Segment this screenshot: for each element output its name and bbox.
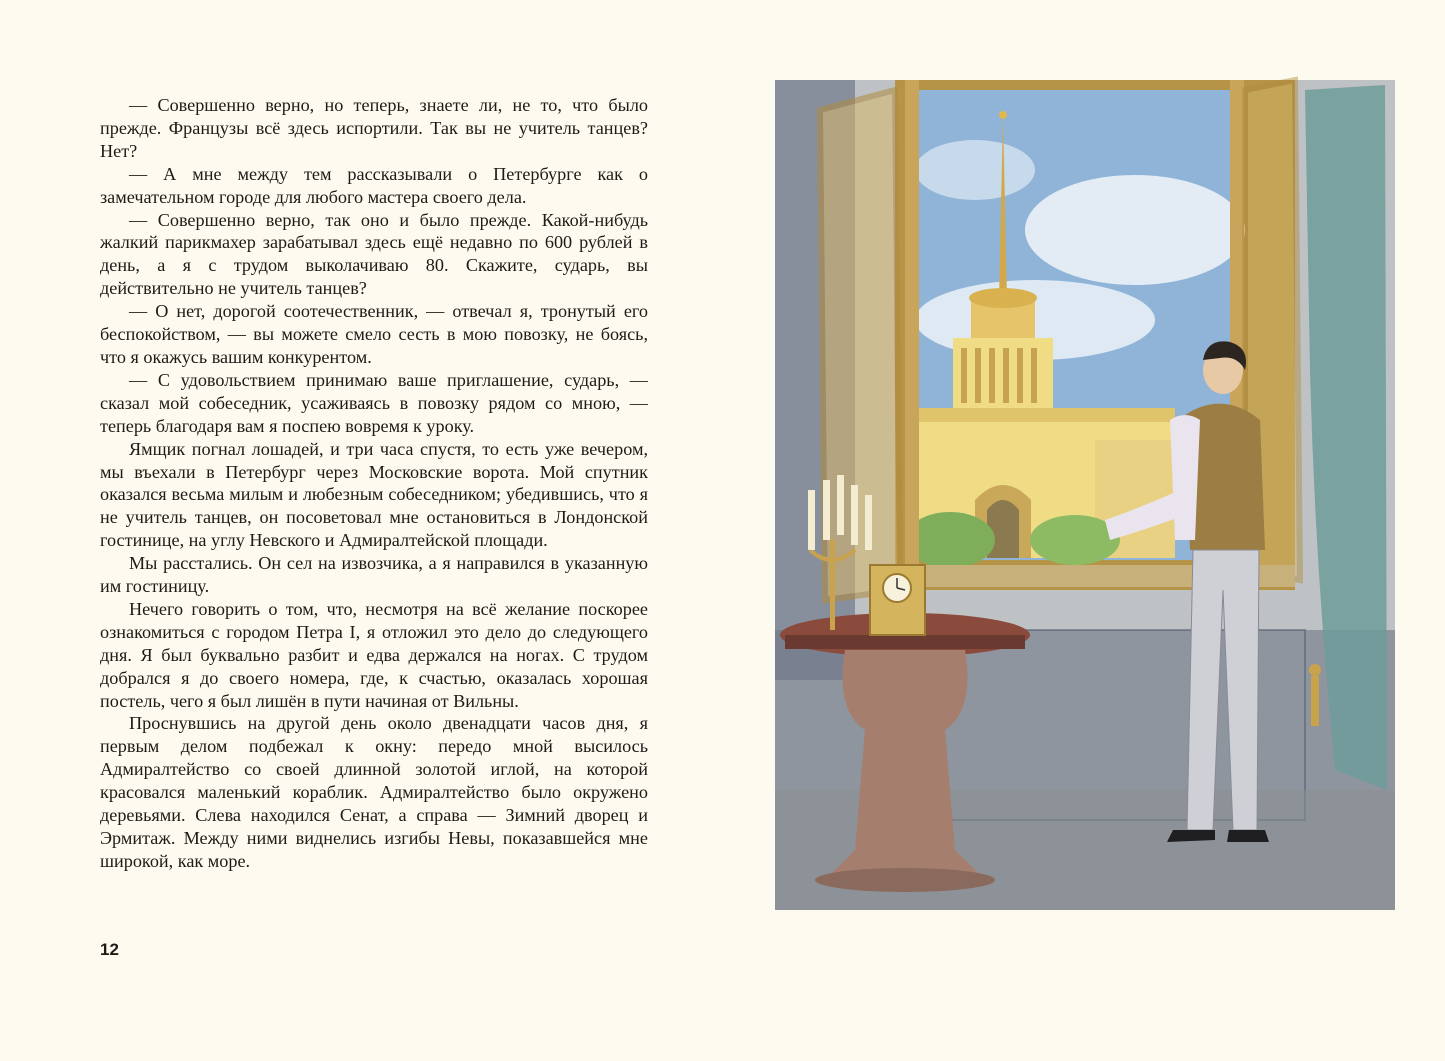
text-body <box>100 94 648 873</box>
paragraph: — Совершенно верно, так оно и было прежде. Какой-нибудь жалкий парикмахер зарабатывал здесь ещё недавно по 600 рублей в день, а я с трудом выколачиваю 80. Скажите, сударь, вы действительно не учитель танцев? <box>100 209 648 299</box>
paragraph: — Совершенно верно, но теперь, знаете ли, не то, что было прежде. Французы всё здесь испортили. Так вы не учитель танцев? Нет? <box>100 95 648 161</box>
paragraph: — О нет, дорогой соотечественник, — отвечал я, тронутый его беспокойством, — вы можете смело сесть в мою повозку, не боясь, что я окажусь вашим конкурентом. <box>100 301 648 367</box>
left-sash <box>820 90 900 600</box>
paragraph: Ямщик погнал лошадей, и три часа спустя, то есть уже вечером, мы въехали в Петербург через Московские ворота. Мой спутник оказался весьма милым и любезным собеседником; убедившись, что я не учитель танцев, он посоветовал мне остановиться в Лондонской гостинице, на углу Невского и Адмиралтейской площади. <box>100 438 648 551</box>
window-illustration <box>775 70 1395 930</box>
paragraph: Мы расстались. Он сел на извозчика, а я направился в указанную им гостиницу. <box>100 553 648 597</box>
page-number: 12 <box>100 940 119 959</box>
paragraph: Проснувшись на другой день около двенадцати часов дня, я первым делом подбежал к окну: передо мной высилось Адмиралтейство со своей длинной золотой иглой, на которой красовался маленький кораблик. Адмиралтейство было окружено деревьями. Слева находился Сенат, а справа — Зимний дворец и Эрмитаж. Между ними виднелись изгибы Невы, показавшейся мне широкой, как море. <box>100 713 648 871</box>
paragraph: — А мне между тем рассказывали о Петербурге как о замечательном городе для любого мастера своего дела. <box>100 163 648 207</box>
paragraph: — С удовольствием принимаю ваше приглашение, сударь, — сказал мой собеседник, усаживаясь в повозку рядом со мною, — теперь благодаря вам я поспею вовремя к уроку. <box>100 369 648 436</box>
paragraph: Нечего говорить о том, что, несмотря на всё желание поскорее ознакомиться с городом Петра I, я отложил это дело до следующего дня. Я был буквально разбит и едва держался на ногах. С трудом добрался я до своего номера, где, к счастью, оказалась хорошая постель, чего я был лишён в пути начиная от Вильны. <box>100 598 648 711</box>
text-page <box>100 94 648 873</box>
